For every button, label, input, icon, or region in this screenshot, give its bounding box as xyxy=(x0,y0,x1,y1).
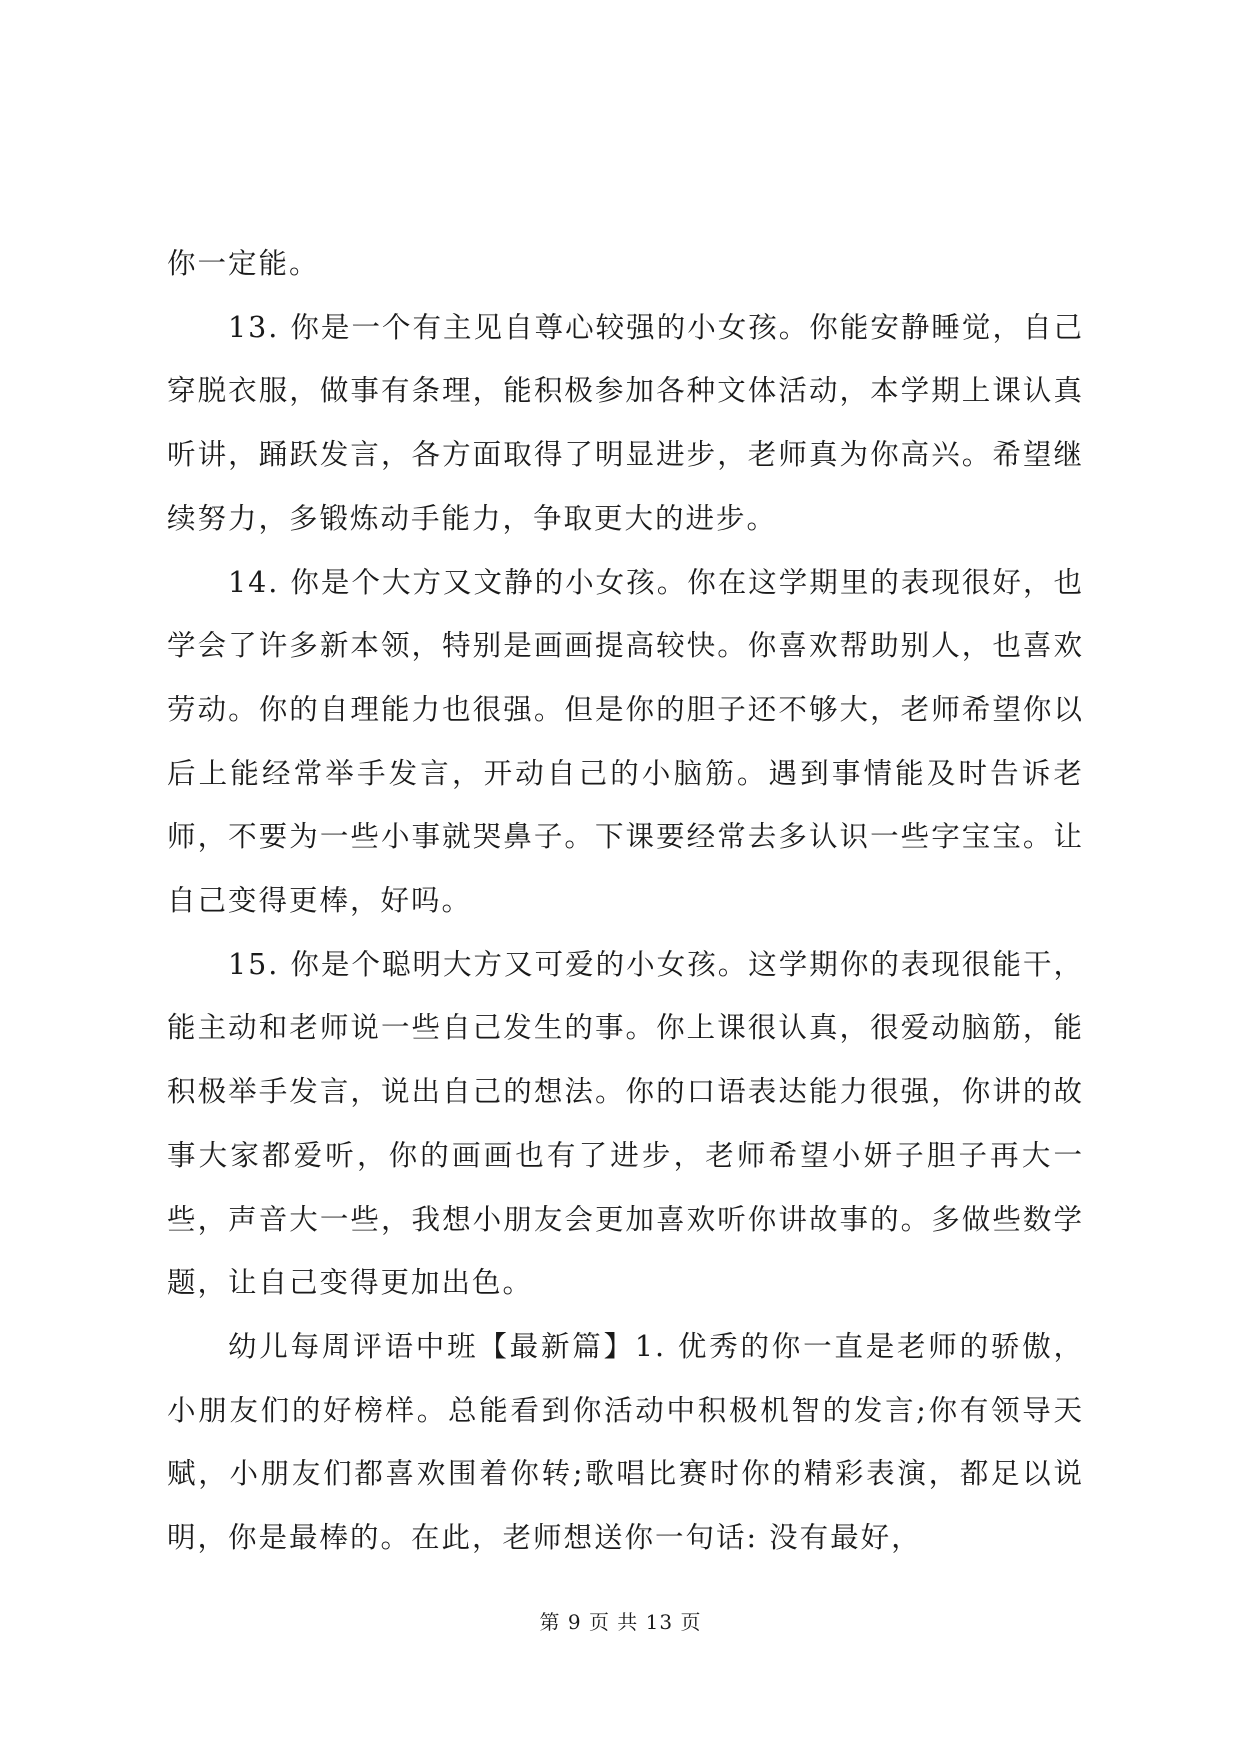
page-number-footer: 第 9 页 共 13 页 xyxy=(539,1610,702,1634)
paragraph-item-15: 15. 你是个聪明大方又可爱的小女孩。这学期你的表现很能干，能主动和老师说一些自己发生的事。你上课很认真，很爱动脑筋，能积极举手发言，说出自己的想法。你的口语表达能力很强，你讲的故事大家都爱听，你的画画也有了进步，老师希望小妍子胆子再大一些，声音大一些，我想小朋友会更加喜欢听你讲故事的。多做些数学题，让自己变得更加出色。 xyxy=(167,947,1084,1300)
paragraph-item-14: 14. 你是个大方又文静的小女孩。你在这学期里的表现很好，也学会了许多新本领，特别是画画提高较快。你喜欢帮助别人，也喜欢劳动。你的自理能力也很强。但是你的胆子还不够大，老师希望你以后上能经常举手发言，开动自己的小脑筋。遇到事情能及时告诉老师，不要为一些小事就哭鼻子。下课要经常去多认识一些字宝宝。让自己变得更棒，好吗。 xyxy=(167,565,1084,918)
paragraph-section-latest: 幼儿每周评语中班【最新篇】1. 优秀的你一直是老师的骄傲，小朋友们的好榜样。总能看到你活动中积极机智的发言;你有领导天赋，小朋友们都喜欢围着你转;歌唱比赛时你的精彩表演，都足以说明，你是最棒的。在此，老师想送你一句话: 没有最好， xyxy=(167,1329,1084,1555)
paragraph-item-13: 13. 你是一个有主见自尊心较强的小女孩。你能安静睡觉，自己穿脱衣服，做事有条理，能积极参加各种文体活动，本学期上课认真听讲，踊跃发言，各方面取得了明显进步，老师真为你高兴。希望继续努力，多锻炼动手能力，争取更大的进步。 xyxy=(167,310,1084,535)
document-body xyxy=(167,232,1084,1570)
paragraph-continuation: 你一定能。 xyxy=(167,247,320,280)
